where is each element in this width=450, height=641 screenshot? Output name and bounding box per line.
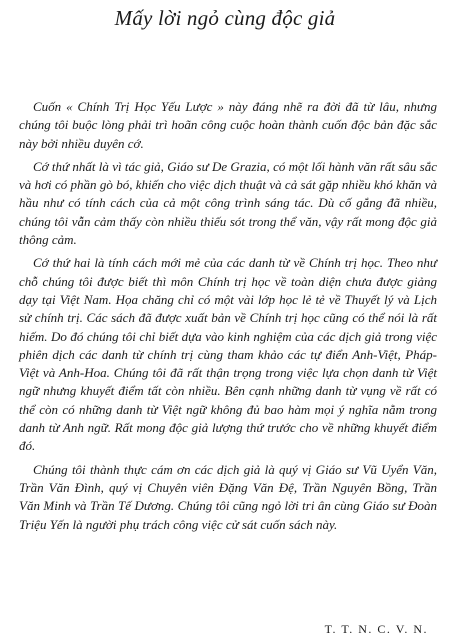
body-text	[19, 98, 437, 539]
paragraph-3: Cớ thứ hai là tính cách mới mẻ của các danh từ về Chính trị học. Theo như chỗ chúng tôi được biết thì môn Chính trị học về toàn diện chưa được giảng dạy tại Việt Nam. Họa chăng chỉ có một vài lớp học lẻ tẻ về Thuyết lý và Lịch sử chính trị. Các sách đã được xuất bản về Chính trị học cũng có thể nói là rất hiếm. Do đó chúng tôi chỉ biết dựa vào kinh nghiệm của các dịch giả trong việc phiên dịch các danh từ chính trị cùng tham khảo các tự điển Anh-Việt, Pháp-Việt và Anh-Hoa. Chúng tôi đã rất thận trọng trong việc lựa chọn danh từ Việt ngữ nhưng khuyết điểm tất còn nhiều. Bên cạnh những danh từ vụng về rất có thể còn có những danh từ Việt ngữ không đủ bao hàm mọi ý nghĩa nằm trong danh từ Anh ngữ. Rất mong độc giả lượng thứ trước cho về những khuyết điểm đó.	[19, 255, 437, 454]
page-title: Mấy lời ngỏ cùng độc giả	[114, 6, 336, 30]
paragraph-1: Cuốn « Chính Trị Học Yếu Lược » này đáng nhẽ ra đời đã từ lâu, nhưng chúng tôi buộc lòng phải trì hoãn công cuộc hoàn thành cuốn độc bản đặc sắc này bởi nhiều duyên cớ.	[19, 99, 437, 151]
paragraph-4: Chúng tôi thành thực cám ơn các dịch giả là quý vị Giáo sư Vũ Uyển Văn, Trần Văn Đình, quý vị Chuyên viên Đặng Văn Đệ, Trần Nguyên Bồng, Trần Văn Minh và Trần Tế Dương. Chúng tôi cũng ngỏ lời tri ân cùng Giáo sư Đoàn Triệu Yến là người phụ trách công việc cử sát cuốn sách này.	[19, 461, 437, 532]
signature: T. T. N. C. V. N.	[324, 622, 428, 636]
paragraph-2: Cớ thứ nhất là vì tác giả, Giáo sư De Grazia, có một lối hành văn rất sâu sắc và hơi có phần gò bó, khiến cho việc dịch thuật và cả sát gặp nhiều khó khăn và hầu như có tính cách của cả một công trình sáng tác. Dù cố gắng đã nhiều, chúng tôi vẫn cảm thấy còn nhiều thiếu sót trong thể văn, vậy rất mong độc giả thông cảm.	[19, 158, 437, 248]
